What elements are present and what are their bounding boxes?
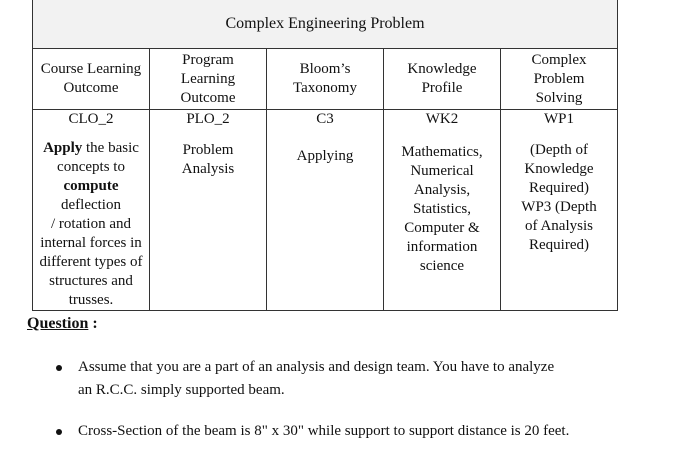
bullet-icon bbox=[56, 429, 62, 435]
bullet-text-line: Assume that you are a part of an analysis and design team. You have to analyze bbox=[78, 359, 555, 375]
clo-desc-line bbox=[33, 139, 149, 158]
wk-desc-line: science bbox=[419, 258, 465, 274]
clo-desc-line: concepts to bbox=[57, 159, 125, 175]
blooms-desc: Applying bbox=[296, 148, 354, 164]
list-item bbox=[56, 356, 676, 402]
wp-desc-line: WP3 (Depth bbox=[521, 199, 597, 215]
header-text: Complex bbox=[531, 51, 587, 68]
plo-desc-line: Problem bbox=[182, 142, 234, 158]
clo-desc-text: deflection bbox=[61, 197, 121, 213]
plo-desc-line: Analysis bbox=[181, 161, 235, 177]
header-text: Learning bbox=[180, 70, 236, 87]
question-heading bbox=[27, 315, 98, 333]
wp-code: WP1 bbox=[544, 111, 574, 127]
cell-knowledge-profile bbox=[384, 110, 501, 311]
cell-complex-problem bbox=[501, 110, 618, 311]
wk-desc-line: Computer & bbox=[404, 220, 480, 236]
wk-code: WK2 bbox=[425, 111, 459, 127]
clo-desc-line: / rotation and bbox=[51, 216, 131, 232]
clo-desc-text: the basic bbox=[82, 140, 139, 156]
header-text: Knowledge bbox=[407, 61, 477, 77]
clo-desc-line: different types of bbox=[39, 254, 143, 270]
wp-desc-line: of Analysis bbox=[525, 218, 593, 234]
table-header-row bbox=[33, 49, 618, 110]
cell-blooms bbox=[267, 110, 384, 311]
table-title-row bbox=[33, 0, 618, 49]
header-program-learning-outcome bbox=[150, 49, 267, 110]
header-text: Program bbox=[182, 51, 234, 68]
question-bullet-list bbox=[56, 356, 676, 443]
header-complex-problem-solving bbox=[501, 49, 618, 110]
bullet-text-line: an R.C.C. simply supported beam. bbox=[78, 382, 285, 398]
blooms-code: C3 bbox=[316, 111, 334, 127]
list-item bbox=[56, 420, 676, 443]
cell-plo bbox=[150, 110, 267, 311]
wp-desc-line: Required) bbox=[529, 237, 589, 253]
clo-code: CLO_2 bbox=[68, 111, 114, 127]
header-text: Outcome bbox=[63, 80, 119, 96]
question-label: Question bbox=[27, 315, 89, 332]
table-title: Complex Engineering Problem bbox=[33, 0, 618, 49]
clo-desc-compute: compute bbox=[63, 178, 119, 194]
header-text: Solving bbox=[535, 89, 583, 106]
wp-desc-line: (Depth of bbox=[530, 142, 588, 158]
wk-desc-line: Numerical bbox=[410, 163, 474, 179]
wp-desc-line: Required) bbox=[529, 180, 589, 196]
wk-desc-line: information bbox=[406, 239, 478, 255]
header-text: Course Learning bbox=[40, 61, 142, 77]
clo-desc-line: trusses. bbox=[68, 292, 114, 308]
clo-desc-line: internal forces in bbox=[40, 235, 142, 251]
wk-desc-line: Mathematics, bbox=[401, 144, 483, 160]
wk-desc-line: Statistics, bbox=[413, 201, 471, 217]
header-text: Bloom’s bbox=[299, 61, 351, 77]
clo-desc-line: structures and bbox=[49, 273, 133, 289]
header-course-learning-outcome bbox=[33, 49, 150, 110]
header-text: Problem bbox=[533, 70, 585, 87]
question-colon: : bbox=[88, 315, 98, 332]
wp-desc-line: Knowledge bbox=[524, 161, 594, 177]
header-text: Profile bbox=[421, 80, 463, 96]
plo-code: PLO_2 bbox=[186, 111, 230, 127]
header-text: Outcome bbox=[180, 89, 236, 106]
clo-desc-apply: Apply bbox=[43, 140, 83, 156]
bullet-text-line: Cross-Section of the beam is 8" x 30" while support to support distance is 20 feet. bbox=[78, 423, 570, 439]
table-data-row bbox=[33, 110, 618, 311]
bullet-icon bbox=[56, 365, 62, 371]
header-blooms-taxonomy bbox=[267, 49, 384, 110]
wk-desc-line: Analysis, bbox=[413, 182, 471, 198]
cell-clo bbox=[33, 110, 150, 311]
complex-engineering-problem-table bbox=[32, 0, 618, 311]
header-knowledge-profile bbox=[384, 49, 501, 110]
clo-desc-line bbox=[33, 177, 149, 215]
header-text: Taxonomy bbox=[293, 80, 357, 96]
